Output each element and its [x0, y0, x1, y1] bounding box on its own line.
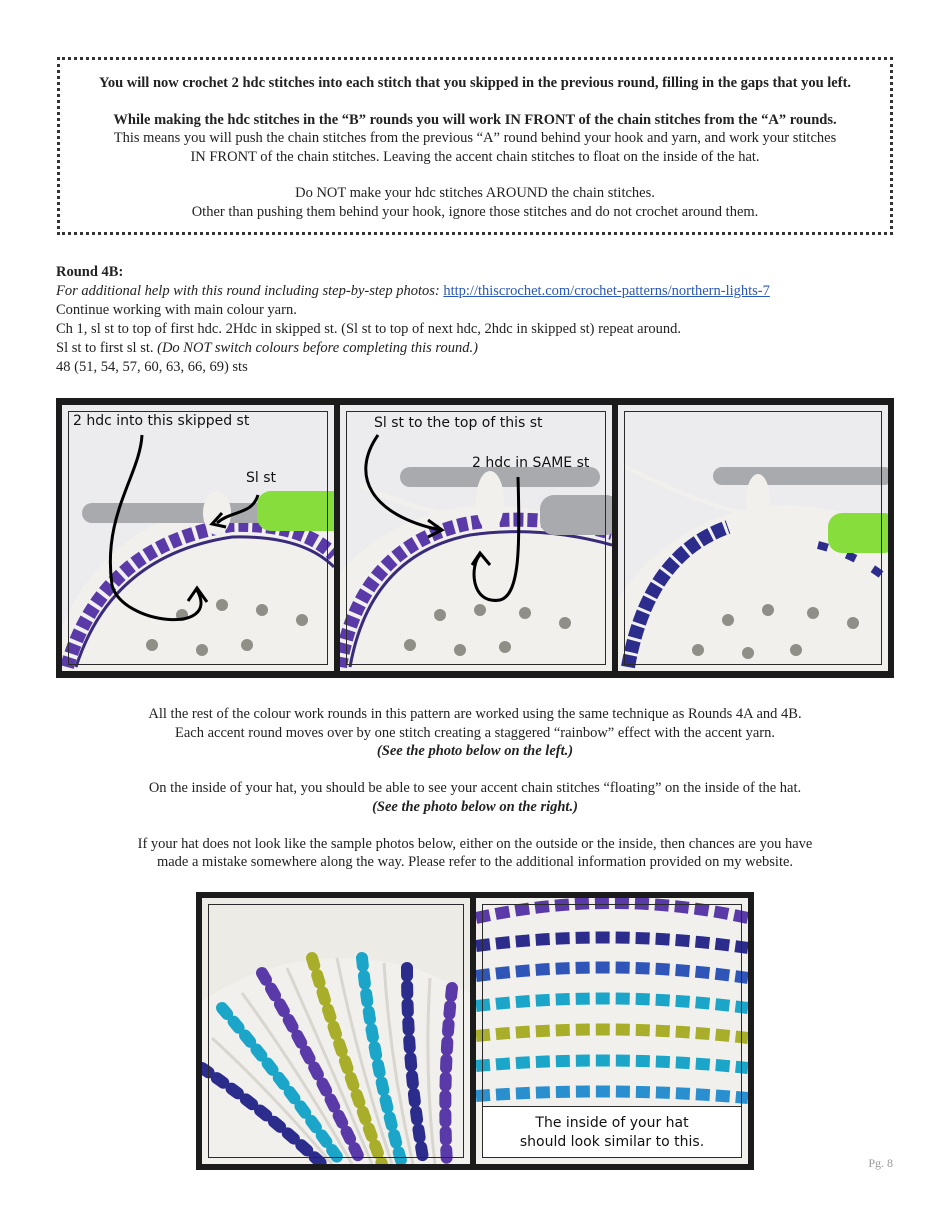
step-photo-strip [56, 398, 894, 678]
instruction-note-box [57, 57, 893, 235]
step-photo-2-illustration [340, 405, 612, 671]
mid-p2-line2: (See the photo below on the right.) [372, 798, 578, 815]
mid-p1-line1: All the rest of the colour work rounds in this pattern are worked using the same technique as Rounds 4A and 4B. [148, 706, 802, 722]
caption-line-2: should look similar to this. [519, 1134, 705, 1150]
round-heading: Round 4B: [56, 264, 124, 280]
photo-2-label-2hdc-same: 2 hdc in SAME st [472, 455, 590, 471]
mid-p1-line3: (See the photo below on the left.) [376, 743, 574, 759]
step-photo-3-illustration [618, 405, 888, 671]
colourwork-explanation [80, 705, 870, 872]
inside-hat-caption [482, 1106, 742, 1158]
note-line-3: This means you will push the chain stitches from the previous “A” round behind your hook and yarn, and work your stitches [113, 130, 837, 146]
step-photo-1-illustration [62, 405, 334, 671]
photo-1-label-skipped-st: 2 hdc into this skipped st [73, 413, 250, 429]
note-line-2: While making the hdc stitches in the “B” rounds you will work IN FRONT of the chain stitches from the “A” rounds. [113, 111, 837, 128]
round-line-1: Continue working with main colour yarn. [56, 302, 297, 318]
step-photo-1 [62, 405, 334, 671]
note-line-5: Do NOT make your hdc stitches AROUND the chain stitches. [295, 185, 655, 201]
mid-p3-line1: If your hat does not look like the sample photos below, either on the outside or the inside, then chances are you have [137, 835, 813, 852]
inside-hat-photo [476, 898, 748, 1164]
note-line-6: Other than pushing them behind your hook, ignore those stitches and do not crochet around them. [191, 203, 759, 220]
round-line-2: Ch 1, sl st to top of first hdc. 2Hdc in skipped st. (Sl st to top of next hdc, 2hdc in skipped st) repeat around. [56, 321, 682, 337]
photo-2-label-sl-st-top: Sl st to the top of this st [374, 415, 543, 431]
mid-p1-line2: Each accent round moves over by one stitch creating a staggered “rainbow” effect with the accent yarn. [174, 724, 775, 741]
round-help-line [56, 282, 896, 301]
mid-p3-line2: made a mistake somewhere along the way. Please refer to the additional information provided on my website. [156, 854, 794, 870]
caption-line-1: The inside of your hat [535, 1115, 689, 1131]
stitch-count: 48 (51, 54, 57, 60, 63, 66, 69) sts [56, 359, 248, 375]
outside-hat-photo [202, 898, 470, 1164]
page-number: Pg. 8 [868, 1156, 893, 1170]
mid-p2-line1: On the inside of your hat, you should be able to see your accent chain stitches “floating” on the inside of the hat. [148, 780, 802, 796]
round-4b-section [56, 263, 896, 377]
step-photo-3 [618, 405, 888, 671]
step-photo-2 [340, 405, 612, 671]
note-line-4: IN FRONT of the chain stitches. Leaving the accent chain stitches to float on the inside of the hat. [190, 148, 760, 165]
photo-1-label-sl-st: Sl st [246, 470, 277, 486]
note-line-1: You will now crochet 2 hdc stitches into each stitch that you skipped in the previous round, filling in the gaps that you left. [98, 75, 852, 91]
round-help-text: For additional help with this round including step-by-step photos: [56, 283, 444, 299]
pattern-link[interactable]: http://thiscrochet.com/crochet-patterns/northern-lights-7 [443, 283, 770, 299]
round-line-3-plain: Sl st to first sl st. [56, 340, 158, 356]
sample-photo-pair [196, 892, 754, 1170]
round-line-3 [56, 339, 896, 358]
outside-hat-illustration [202, 898, 470, 1164]
round-line-3-italic: (Do NOT switch colours before completing this round.) [157, 340, 478, 356]
